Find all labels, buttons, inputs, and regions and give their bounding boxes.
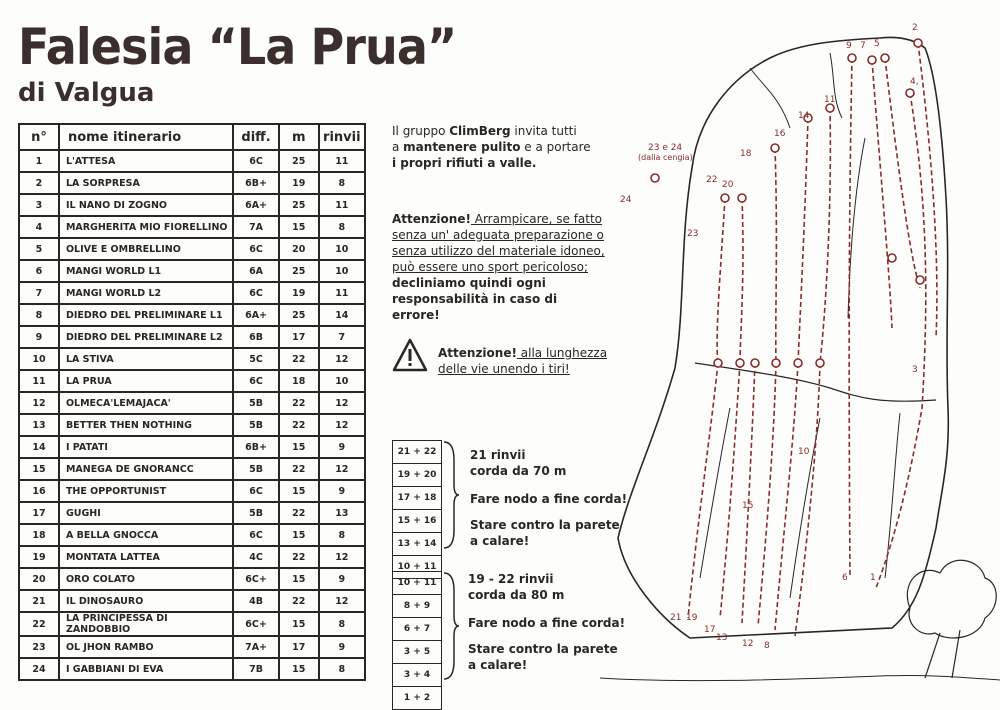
route-length: 25 [279, 260, 319, 282]
route-number: 4 [19, 216, 59, 238]
route-quickdraws: 11 [319, 282, 365, 304]
route-line [876, 93, 926, 588]
route-length: 25 [279, 304, 319, 326]
svg-text:6: 6 [842, 573, 848, 583]
table-row [19, 436, 365, 458]
route-number: 3 [19, 194, 59, 216]
route-length: 15 [279, 658, 319, 680]
route-quickdraws: 11 [319, 150, 365, 172]
svg-text:23 e 24: 23 e 24 [648, 143, 683, 153]
route-number: 10 [19, 348, 59, 370]
route-difficulty: 6C [233, 282, 279, 304]
route-difficulty: 6C [233, 238, 279, 260]
rope-pair-cell: 17 + 18 [393, 487, 442, 510]
route-name: I PATATI [59, 436, 233, 458]
route-line [720, 363, 740, 618]
route-name: MARGHERITA MIO FIORELLINO [59, 216, 233, 238]
ledge-line [695, 363, 936, 401]
route-length: 25 [279, 150, 319, 172]
route-number: 8 [19, 304, 59, 326]
svg-text:14: 14 [798, 111, 810, 121]
route-number: 13 [19, 414, 59, 436]
route-length: 15 [279, 480, 319, 502]
route-number: 24 [19, 658, 59, 680]
table-row [19, 172, 365, 194]
table-row [19, 348, 365, 370]
route-name: OLMECA'LEMAJACA' [59, 392, 233, 414]
cleanliness-notice: Il gruppo ClimBerg invita tutti a mantenere pulito e a portare i propri rifiuti a valle. [392, 124, 591, 170]
route-length: 22 [279, 590, 319, 612]
rope-pair-cell: 15 + 16 [393, 510, 442, 533]
table-row [19, 524, 365, 546]
route-difficulty: 6C [233, 524, 279, 546]
route-line [918, 43, 937, 338]
route-name: MANEGA DE GNORANCC [59, 458, 233, 480]
route-number: 1 [19, 150, 59, 172]
route-quickdraws: 11 [319, 194, 365, 216]
route-length: 15 [279, 568, 319, 590]
route-difficulty: 7A+ [233, 636, 279, 658]
route-length: 22 [279, 348, 319, 370]
route-line [775, 148, 776, 363]
svg-text:4,: 4, [910, 77, 919, 87]
route-quickdraws: 10 [319, 238, 365, 260]
route-quickdraws: 9 [319, 480, 365, 502]
rope-pair-cell: 6 + 7 [393, 618, 442, 641]
rope-pair-cell: 13 + 14 [393, 533, 442, 556]
route-difficulty: 6B [233, 326, 279, 348]
route-name: L'ATTESA [59, 150, 233, 172]
route-line [688, 363, 718, 618]
route-number: 5 [19, 238, 59, 260]
route-line [820, 108, 830, 363]
route-name: OLIVE E OMBRELLINO [59, 238, 233, 260]
table-row [19, 392, 365, 414]
table-row [19, 546, 365, 568]
route-number: 20 [19, 568, 59, 590]
route-name: GUGHI [59, 502, 233, 524]
length-warning: Attenzione! alla lunghezza delle vie unendo i tiri! [438, 346, 608, 376]
svg-text:5: 5 [874, 39, 880, 49]
rope-pair-cell: 8 + 9 [393, 595, 442, 618]
route-quickdraws: 12 [319, 590, 365, 612]
table-row [19, 612, 365, 636]
table-row [19, 590, 365, 612]
table-row [19, 480, 365, 502]
route-length: 15 [279, 436, 319, 458]
route-quickdraws: 13 [319, 502, 365, 524]
route-difficulty: 6C [233, 480, 279, 502]
route-length: 25 [279, 194, 319, 216]
route-number: 16 [19, 480, 59, 502]
crag-topo-drawing [580, 18, 1000, 704]
rope-pair-cell: 10 + 11 [393, 556, 442, 579]
table-row [19, 216, 365, 238]
route-difficulty: 6A+ [233, 304, 279, 326]
route-name: LA SORPRESA [59, 172, 233, 194]
route-name: DIEDRO DEL PRELIMINARE L2 [59, 326, 233, 348]
route-quickdraws: 7 [319, 326, 365, 348]
route-quickdraws: 9 [319, 436, 365, 458]
route-difficulty: 6C [233, 150, 279, 172]
col-header-difficulty: diff. [233, 124, 279, 150]
route-name: LA STIVA [59, 348, 233, 370]
route-length: 17 [279, 326, 319, 348]
svg-text:3: 3 [912, 365, 918, 375]
liability-notice: Attenzione! Arrampicare, se fatto senza un' adeguata preparazione o senza utilizzo del materiale idoneo, può essere uno sport pericoloso; decliniamo quindi ogni responsabilità in caso di errore! [392, 212, 605, 322]
route-quickdraws: 12 [319, 458, 365, 480]
route-difficulty: 6C [233, 370, 279, 392]
rope70-info: 21 rinvii corda da 70 m Fare nodo a fine corda! Stare contro la parete a calare! [470, 448, 628, 548]
warning-triangle-icon [392, 338, 428, 372]
route-line [795, 363, 820, 636]
route-length: 18 [279, 370, 319, 392]
route-line [742, 363, 755, 623]
route-number: 18 [19, 524, 59, 546]
page-subtitle: di Valgua [18, 78, 155, 108]
route-line [798, 118, 808, 363]
svg-text:13: 13 [716, 633, 728, 643]
route-quickdraws: 12 [319, 546, 365, 568]
svg-text:21: 21 [670, 613, 682, 623]
rope-pair-cell: 19 + 20 [393, 464, 442, 487]
route-length: 19 [279, 172, 319, 194]
route-name: LA PRUA [59, 370, 233, 392]
route-number: 11 [19, 370, 59, 392]
table-row [19, 636, 365, 658]
route-difficulty: 5B [233, 458, 279, 480]
svg-text:7: 7 [860, 41, 866, 51]
route-name: LA PRINCIPESSA DI ZANDOBBIO [59, 612, 233, 636]
route-quickdraws: 9 [319, 568, 365, 590]
route-name: MANGI WORLD L2 [59, 282, 233, 304]
table-row [19, 568, 365, 590]
route-number: 21 [19, 590, 59, 612]
rope-pair-cell: 3 + 4 [393, 664, 442, 687]
svg-text:8: 8 [764, 641, 770, 651]
svg-text:10: 10 [798, 447, 810, 457]
route-length: 19 [279, 282, 319, 304]
route-name: IL NANO DI ZOGNO [59, 194, 233, 216]
route-name: ORO COLATO [59, 568, 233, 590]
svg-text:23: 23 [687, 229, 699, 239]
route-line [849, 58, 852, 578]
route-number: 15 [19, 458, 59, 480]
route-length: 22 [279, 546, 319, 568]
col-header-length: m [279, 124, 319, 150]
col-header-name: nome itinerario [59, 124, 233, 150]
route-name: THE OPPORTUNIST [59, 480, 233, 502]
svg-text:2: 2 [912, 23, 918, 33]
table-row [19, 194, 365, 216]
route-quickdraws: 14 [319, 304, 365, 326]
table-row [19, 658, 365, 680]
svg-text:11: 11 [824, 95, 836, 105]
route-name: OL JHON RAMBO [59, 636, 233, 658]
route-number: 22 [19, 612, 59, 636]
table-row [19, 282, 365, 304]
route-quickdraws: 12 [319, 392, 365, 414]
route-name: A BELLA GNOCCA [59, 524, 233, 546]
route-line [740, 198, 743, 363]
route-length: 22 [279, 458, 319, 480]
route-name: IL DINOSAURO [59, 590, 233, 612]
table-row [19, 458, 365, 480]
route-quickdraws: 8 [319, 524, 365, 546]
svg-text:19: 19 [686, 613, 698, 623]
route-difficulty: 6B+ [233, 172, 279, 194]
route-quickdraws: 8 [319, 658, 365, 680]
rope-pair-cell: 21 + 22 [393, 441, 442, 464]
page-title: Falesia “La Prua” [18, 18, 457, 76]
route-number: 6 [19, 260, 59, 282]
route-name: DIEDRO DEL PRELIMINARE L1 [59, 304, 233, 326]
route-line [775, 363, 798, 630]
route-difficulty: 5B [233, 502, 279, 524]
svg-text:17: 17 [704, 625, 716, 635]
route-line [758, 363, 776, 626]
table-row [19, 414, 365, 436]
route-number: 14 [19, 436, 59, 458]
route-number: 2 [19, 172, 59, 194]
route-quickdraws: 8 [319, 612, 365, 636]
svg-text:9: 9 [846, 41, 852, 51]
rope-pair-cell: 1 + 2 [393, 687, 442, 710]
rope80-brace [442, 571, 460, 681]
route-quickdraws: 8 [319, 172, 365, 194]
route-length: 15 [279, 612, 319, 636]
table-row [19, 260, 365, 282]
route-line [717, 198, 725, 363]
route-difficulty: 6C+ [233, 612, 279, 636]
route-difficulty: 6A+ [233, 194, 279, 216]
route-number: 7 [19, 282, 59, 304]
route-difficulty: 6B+ [233, 436, 279, 458]
table-row [19, 326, 365, 348]
route-difficulty: 7A [233, 216, 279, 238]
rope70-brace [442, 440, 460, 550]
route-name: MANGI WORLD L1 [59, 260, 233, 282]
rope-pair-cell: 3 + 5 [393, 641, 442, 664]
route-quickdraws: 10 [319, 370, 365, 392]
table-row [19, 150, 365, 172]
svg-text:12: 12 [742, 639, 754, 649]
col-header-quickdraws: rinvii [319, 124, 365, 150]
route-length: 20 [279, 238, 319, 260]
route-difficulty: 4B [233, 590, 279, 612]
route-number: 17 [19, 502, 59, 524]
svg-text:18: 18 [740, 149, 752, 159]
route-name: MONTATA LATTEA [59, 546, 233, 568]
route-number: 19 [19, 546, 59, 568]
rope80-info: 19 - 22 rinvii corda da 80 m Fare nodo a fine corda! Stare contro la parete a calare! [468, 572, 626, 672]
svg-text:1: 1 [870, 573, 876, 583]
route-name: BETTER THEN NOTHING [59, 414, 233, 436]
route-length: 15 [279, 524, 319, 546]
rope70-pairs [392, 440, 442, 579]
svg-text:15: 15 [742, 501, 754, 511]
route-length: 22 [279, 392, 319, 414]
route-number: 23 [19, 636, 59, 658]
table-row [19, 502, 365, 524]
svg-text:22: 22 [706, 175, 718, 185]
bush-outline [907, 560, 996, 638]
route-length: 17 [279, 636, 319, 658]
route-quickdraws: 8 [319, 216, 365, 238]
table-row [19, 238, 365, 260]
table-row [19, 370, 365, 392]
route-difficulty: 5C [233, 348, 279, 370]
route-difficulty: 5B [233, 414, 279, 436]
route-difficulty: 7B [233, 658, 279, 680]
route-line [872, 60, 892, 328]
route-quickdraws: 9 [319, 636, 365, 658]
svg-text:(dalla cengia): (dalla cengia) [638, 153, 693, 162]
route-length: 15 [279, 216, 319, 238]
route-length: 22 [279, 502, 319, 524]
route-name: I GABBIANI DI EVA [59, 658, 233, 680]
route-quickdraws: 12 [319, 414, 365, 436]
svg-text:16: 16 [774, 129, 786, 139]
rope80-pairs [392, 571, 442, 710]
route-number: 12 [19, 392, 59, 414]
route-quickdraws: 10 [319, 260, 365, 282]
route-difficulty: 6A [233, 260, 279, 282]
col-header-number: n° [19, 124, 59, 150]
route-number: 9 [19, 326, 59, 348]
route-difficulty: 5B [233, 392, 279, 414]
route-difficulty: 6C+ [233, 568, 279, 590]
svg-text:24: 24 [620, 195, 632, 205]
routes-table [18, 123, 366, 681]
route-length: 22 [279, 414, 319, 436]
svg-text:20: 20 [722, 180, 734, 190]
table-row [19, 304, 365, 326]
route-quickdraws: 12 [319, 348, 365, 370]
table-header-row [19, 124, 365, 150]
rope-pair-cell: 10 + 11 [393, 572, 442, 595]
route-difficulty: 4C [233, 546, 279, 568]
